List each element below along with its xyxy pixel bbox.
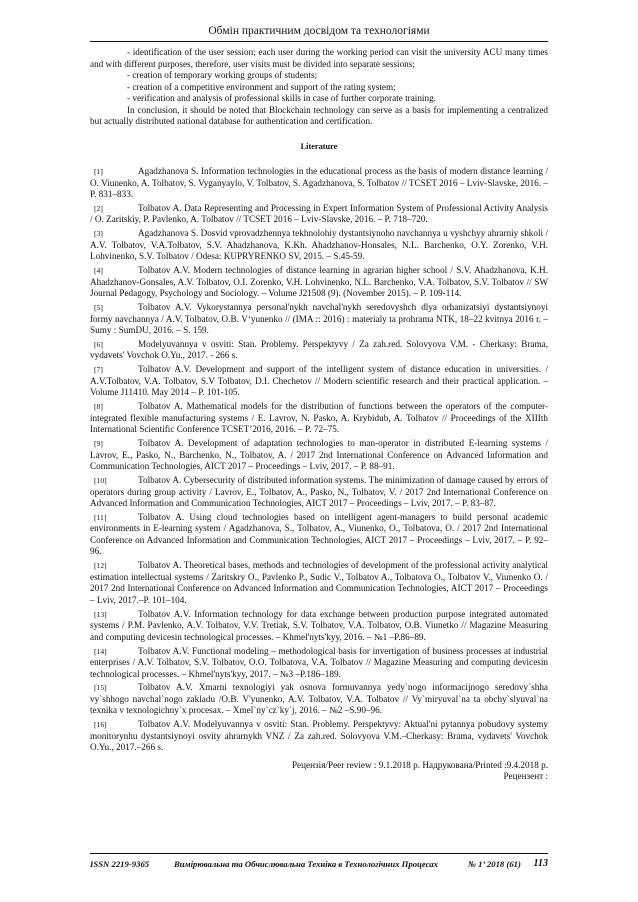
reference-item [90,364,548,399]
reference-item [90,438,548,473]
reviewer-label: Рецензент : [503,771,548,782]
reference-item [90,682,548,717]
reference-number: [10] [94,476,107,486]
bullet-item: - creation of temporary working groups of students; [127,70,318,80]
bullet-item: - identification of the user session; each user during the working period can visit the university ACU many times and with different purposes, therefore, user visits must be divided into separate sessions; [90,47,548,69]
reference-item [90,302,548,337]
reference-number: [2] [94,203,103,213]
reference-number: [14] [94,646,107,656]
bullet-item: - creation of a competitive environment and support of the rating system; [127,81,396,92]
reference-text: Modelyuvannya v osviti: Stan. Problemy. Perspektyvy / Za zah.red. Solovyova V.M. - Cherkasy: Brama, vydavets' Vovchok O.Yu., 2017. - 266 s. [90,338,548,361]
reference-text: Tolbatov A.V. Modern technologies of distance learning in agrarian higher school / S.V. Ahadzhanova, K.H. Ahadzhanov-Gonsales, A.V. Tolbatov, O.I. Zorenko, V.H. Lohvinenko, N.L. Barchenko, V.A. Tolbatov, S.V. Tolbatov // SW Journal Pedagogy, Psychology and Sociology. – Volume J21508 (9). (November 2015). – P. 109-114. [90,265,548,299]
reference-text: Tolbatov A.V. Development and support of the intelligent system of distance education in universities. / A.V.Tolbatov, V.A. Tolbatov, S.V Tolbatov, D.I. Chechetov // Modern scientific research and their practical application. – Volume J11410. May 2014 – P. 101-105. [90,364,548,398]
bullet-item: - verification and analysis of professional skills in case of further corporate training. [127,93,436,103]
reference-number: [4] [94,266,103,276]
reference-item [90,646,548,681]
reference-text: Tolbatov A.V. Information technology for data exchange between production purpose integrated automated systems / P.M. Pavlenko, A.V. Tolbatov, V.V. Tretiak, S.V. Tolbatov, V.A. Tolbatov, O.B. Viunetko // Magazine Measuring and computing devicesin technological processes. – Khmel'nyts'kyy, 2016. – №1 –P.86–89. [90,608,548,642]
issn: ISSN 2219-9365 [90,859,150,869]
issue-number: № 1’ 2018 (61) [468,859,521,869]
page-footer [90,857,548,873]
reference-text: Tolbatov A.V. Xmarni texnologiyi yak osnova formuvannya yedy`nogo informacijnogo seredovy`shha vy`shhogo navchal`nogo zakladu /O.B. V'yunenko, A.V. Tolbatov, V.A. Tolbatov // Vy`miryuval`na ta obchy`slyuval`na texnika v texnologichny`x procesax. – Xmel`ny`cz`ky`j, 2016. – №2 –S.90–96. [90,682,548,716]
reference-number: [6] [94,339,103,349]
reference-text: Agadzhanova S. Dosvid vprovadzhennya tekhnolohiy dystantsiynoho navchannya u vyshchyy ahrarniy shkoli / A.V. Tolbatov, V.A.Tolbatov, S.V. Ahadzhanova, K.Kh. Ahadzhanov-Honsales, N.L. Barchenko, O.Y. Zorenko, V.H. Lohvinenko, S.V. Tolbatov / Odesa: KUPRYRENKO SV, 2015. – S.45-59. [90,228,548,262]
reference-number: [5] [94,303,103,313]
reference-number: [15] [94,683,107,693]
peer-review-dates: Рецензія/Peer review : 9.1.2018 р. Надрукована/Printed :9.4.2018 р. [292,759,548,770]
reference-number: [11] [94,512,107,522]
reference-item [90,512,548,558]
reference-text: Tolbatov A. Cybersecurity of distributed information systems. The minimization of damage caused by errors of operators during group activity / Lavrov, E., Tolbatov, A., Pasko, N., Tolbatov, V. / 2017 2nd International Conference on Advanced Information and Communication Technologies, AICT 2017 – Proceedings – Lviv, 2017. – P. 83–87. [90,475,548,509]
reference-item [90,475,548,510]
header-rule [90,41,548,42]
reference-text: Tolbatov A.V. Modelyuvannya v osviti: Stan. Problemy. Perspektyvy: Aktual'ni pytannya pobudovy systemy monitorynhu dystantsiynoyi osvity ahrarnykh VNZ / Za zah.red. Solovyova V.M.–Cherkasy: Brama, vydavets' Vovchok O.Yu., 2017.–266 s. [90,719,548,753]
reference-number: [8] [94,402,103,412]
reference-number: [3] [94,229,103,239]
footer-rule [90,853,548,854]
reference-item [90,609,548,644]
reference-item [90,560,548,606]
reference-number: [13] [94,609,107,619]
reference-text: Tolbatov A. Data Representing and Processing in Expert Information System of Professional Activity Analysis / O. Zaritskiy, P. Pavlenko, A. Tolbatov // TCSET 2016 – Lviv-Slavske, 2016. – P. 718–720. [90,202,548,225]
reference-list [90,166,548,754]
reference-item [90,401,548,436]
reference-number: [7] [94,365,103,375]
reference-item [90,203,548,226]
literature-heading: Literature [300,141,338,151]
reference-number: [9] [94,439,103,449]
reference-text: Agadzhanova S. Information technologies in the educational process as the basis of modern distance learning / O. Viunenko, A. Tolbatov, S. Vyganyaylo, V. Tolbatov, S. Agadzhanova, S. Tolbatov // TCSET 2016 – Lviv-Slavske, 2016. – P. 831–833. [90,166,548,199]
reference-item [90,719,548,754]
reference-number: [16] [94,720,107,730]
reference-item [90,166,548,201]
reference-text: Tolbatov A. Mathematical models for the distribution of functions between the operators of the computer-integrated flexible manufacturing systems / E. Lavrov, N. Pasko, A. Krybidub, A. Tolbatov // Proceedings of the XIIIth International Scientific Conference TCSET’2016, 2016. – P. 72–75. [90,401,548,435]
reference-number: [1] [94,167,103,176]
reference-text: Tolbatov A. Theoretical bases, methods and technologies of development of the professional activity analytical estimation intellectual systems / Zaritskry O., Pavlenko P., Sudic V., Tolbatov A., Tolbatova O., Tolbatov V., Viunenko O. / 2017 2nd International Conference on Advanced Information and Communication Technologies, AICT 2017 – Proceedings – Lviv, 2017.–P. 101–104. [90,560,548,605]
reference-text: Tolbatov A. Development of adaptation technologies to man-operator in distributed E-learning systems / Lavrov, E., Pasko, N., Barchenko, N., Tolbatov, A. / 2017 2nd International Conference on Advanced Information and Communication Technologies, AICT 2017 – Proceedings – Lviv, 2017. – P. 88–91. [90,438,548,472]
reference-item [90,228,548,263]
running-title: Обмін практичним досвідом та технологіями [208,25,430,37]
reference-item [90,339,548,362]
reference-item [90,265,548,300]
reference-text: Tolbatov A.V. Functional modeling – methodological basis for invertigation of business processes at industrial enterprises / A.V. Tolbatov, S.V. Tolbatov, O.O. Tolbatova, V.A. Tolbatov // Magazine Measuring and computing devicesin technological processes. – Khmel'nyts'kyy, 2017. – №3 –P.186–189. [90,645,548,679]
reference-text: Tolbatov A.V. Vykorystannya personal'nykh navchal'nykh seredovyshch dlya orhanizatsiyi dystantsiynoyi formy navchannya / A.V. Tolbatov, O.B. V‘yunenko // (IMA :: 2016) : materialy ta prohrama NTK, 18–22 kvitnya 2016 r. – Sumy : SumDU, 2016. – S. 159. [90,302,548,336]
conclusion-paragraph: In conclusion, it should be noted that Blockchain technology can serve as a basis for implementing a centralized but actually distributed national database for authentication and certification. [90,104,548,126]
reference-text: Tolbatov A. Using cloud technologies based on intelligent agent-managers to build personal academic environments in E-learning system / Agadzhanova, S., Tolbatov, A., Viunenko, O., Tolbatova, O. / 2017 2nd International Conference on Advanced Information and Communication Technologies, AICT 2017 – Proceedings – Lviv, 2017. – P. 92–96. [90,511,548,557]
page-number: 113 [533,858,548,869]
reference-number: [12] [94,561,107,571]
article-body [90,47,548,783]
journal-name: Вимірювальна та Обчислювальна Техніка в Технологічних Процесах [174,859,438,869]
